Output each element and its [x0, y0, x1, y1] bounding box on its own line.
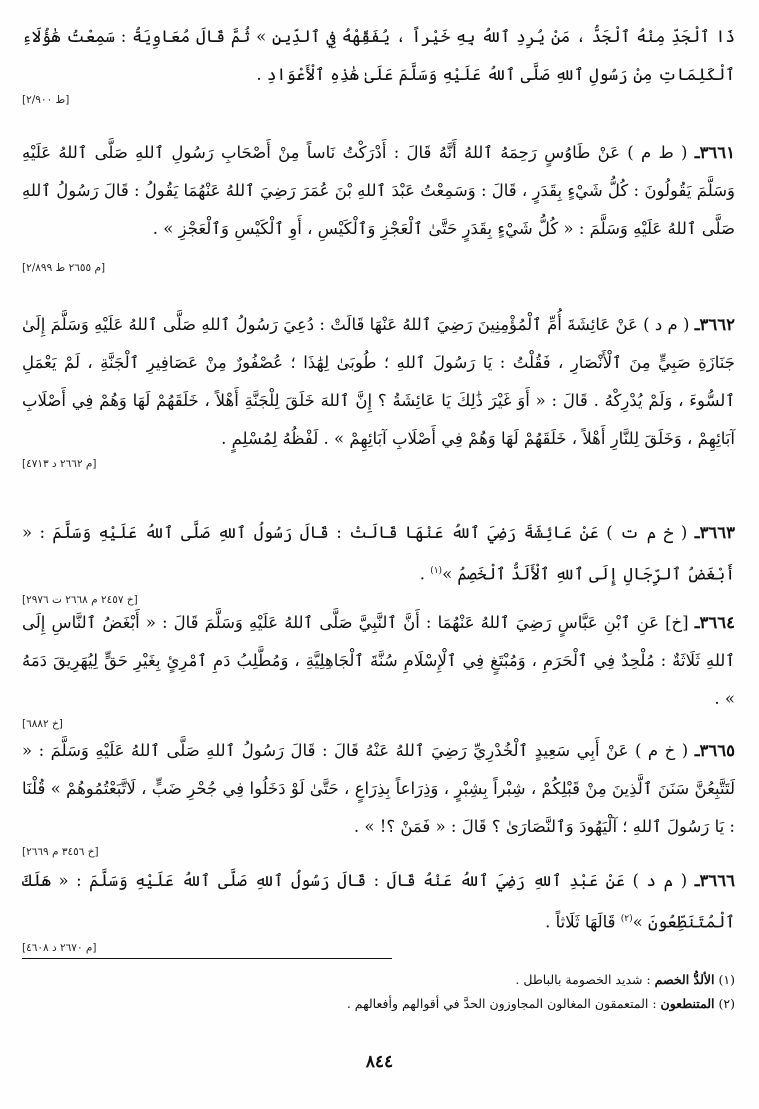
source-reference: [خ ٣٤٥٦ م ٢٦٦٩]	[22, 846, 99, 858]
footnote-marker: (٢)	[718, 996, 735, 1011]
hadith-number: ٣٦٦٤ـ	[694, 613, 735, 632]
hadith-text: ( خ م ت ) عَنْ عَائِشَةَ رَضِيَ ٱللهُ عَنْهَا قَالَتْ : قَالَ رَسُولُ ٱللهِ صَلَّى ٱللهُ عَلَيْهِ وَسَلَّمَ : « أَبْغَضُ ٱلرِّجَالِ إِلَى ٱللهِ ٱلْأَلَدُّ ٱلْخَصِمُ »	[22, 523, 735, 584]
footnote-divider	[22, 958, 392, 959]
source-reference: [خ ٦٨٨٢]	[22, 718, 63, 730]
source-reference: [م ٢٦٥٥ ط ٢/٨٩٩]	[22, 262, 106, 274]
hadith-3666	[22, 862, 735, 958]
hadith-number: ٣٦٦٢ـ	[694, 315, 735, 334]
source-reference: [خ ٢٤٥٧ م ٢٦٦٨ ت ٢٩٧٦]	[22, 593, 138, 606]
hadith-text: ( خ م ) عَنْ أَبِي سَعِيدٍ ٱلْخُدْرِيِّ رَضِيَ ٱللهُ عَنْهُ قَالَ : قَالَ رَسُولُ ٱللهِ صَلَّى ٱللهُ عَلَيْهِ وَسَلَّمَ : « لَتَتَّبِعُنَّ سَنَنَ ٱلَّذِينَ مِنْ قَبْلِكُمْ ، شِبْراً بِشِبْرٍ ، وَذِرَاعاً بِذِرَاعٍ ، حَتَّىٰ لَوْ دَخَلُوا فِي جُحْرِ ضَبٍّ ، لَاتَّبَعْتُمُوهُمْ » قُلْنَا : يَا رَسُولَ ٱللهِ ؛ آلْيَهُودَ وَٱلنَّصَارَىٰ ؟ قَالَ : « فَمَنْ ؟! » .	[22, 741, 735, 836]
footnote-marker: (٢)	[620, 914, 633, 924]
hadith-number: ٣٦٦١ـ	[694, 143, 736, 162]
source-reference: [ط ٢/٩٠٠]	[22, 94, 70, 106]
footnotes	[22, 968, 735, 1016]
hadith-text: ( ط م ) عَنْ طَاوُسٍ رَحِمَهُ ٱللهُ أَنَّهُ قَالَ : أَدْرَكْتُ نَاساً مِنْ أَصْحَابِ رَسُولِ ٱللهِ صَلَّى ٱللهُ عَلَيْهِ وَسَلَّمَ يَقُولُونَ : كُلُّ شَيْءٍ بِقَدَرٍ ، قَالَ : وَسَمِعْتُ عَبْدَ ٱللهِ بْنَ عُمَرَ رَضِيَ ٱللهُ عَنْهُمَا يَقُولُ : قَالَ رَسُولُ ٱللهِ صَلَّى ٱللهُ عَلَيْهِ وَسَلَّمَ : « كُلُّ شَيْءٍ بِقَدَرٍ حَتَّىٰ ٱلْعَجْزِ وَٱلْكَيْسِ ، أَوِ ٱلْكَيْسِ وَٱلْعَجْزِ » .	[22, 143, 735, 238]
para-0	[22, 18, 735, 110]
hadith-text-tail: .	[419, 564, 431, 584]
page-number: ٨٤٤	[365, 1052, 394, 1072]
hadith-text: [خ] عَنِ ٱبْنِ عَبَّاسٍ رَضِيَ ٱللهُ عَنْهُمَا : أَنَّ ٱلنَّبِيَّ صَلَّى ٱللهُ عَلَيْهِ وَسَلَّمَ قَالَ : « أَبْغَضُ ٱلنَّاسِ إِلَى ٱللهِ ثَلَاثَةٌ : مُلْحِدٌ فِي ٱلْحَرَمِ ، وَمُبْتَغٍ فِي ٱلْإِسْلَامِ سُنَّةَ ٱلْجَاهِلِيَّةِ ، وَمُطَّلِبُ دَمِ ٱمْرِئٍ بِغَيْرِ حَقٍّ لِيُهَرِيقَ دَمَهُ » .	[22, 613, 735, 708]
footnote-item	[22, 992, 735, 1016]
footnote-item	[22, 968, 735, 992]
source-reference: [م ٢٦٦٢ د ٤٧١٣]	[22, 458, 97, 470]
hadith-3661	[22, 134, 735, 278]
hadith-3664	[22, 604, 735, 734]
footnote-marker: (١)	[430, 566, 443, 576]
footnote-marker: (١)	[718, 972, 735, 987]
hadith-text: ( م د ) عَنْ عَبْدِ ٱللهِ رَضِيَ ٱللهُ عَنْهُ قَالَ : قَالَ رَسُولُ ٱللهِ صَلَّى ٱللهُ عَلَيْهِ وَسَلَّمَ : « هَلَكَ ٱلْمُتَنَطِّعُونَ »	[22, 871, 735, 932]
source-reference: [م ٢٦٧٠ د ٤٦٠٨]	[22, 941, 97, 954]
hadith-3662	[22, 306, 735, 474]
footnote-text: : المتعمقون المغالون المجاوزون الحدَّ في أقوالهم وأفعالهم .	[346, 996, 661, 1011]
hadith-3665	[22, 732, 735, 862]
hadith-text: ذَا ٱلْجَدِّ مِنْهُ ٱلْجَدُّ ، مَنْ يُرِدِ ٱللهُ بِهِ خَيْراً ، يُفَقِّهْهُ فِي ٱلدِّينِ » ثُمَّ قَالَ مُعَاوِيَةُ : سَمِعْتُ هَٰؤُلَاءِ ٱلْكَلِمَاتِ مِنْ رَسُولِ ٱللهِ صَلَّى ٱللهُ عَلَيْهِ وَسَلَّمَ عَلَىٰ هَٰذِهِ ٱلْأَعْوَادِ .	[22, 27, 735, 84]
hadith-number: ٣٦٦٣ـ	[694, 523, 736, 542]
footnote-term: الألدُّ الخصم	[654, 972, 715, 987]
footnote-text: : شديد الخصومة بالباطل .	[515, 972, 655, 987]
hadith-3663	[22, 514, 735, 610]
hadith-text-tail: قَالَهَا ثَلَاثاً .	[545, 912, 621, 932]
footnote-term: المتنطعون	[660, 996, 715, 1011]
hadith-text: ( م د ) عَنْ عَائِشَةَ أُمِّ ٱلْمُؤْمِنِينَ رَضِيَ ٱللهُ عَنْهَا قَالَتْ : دُعِيَ رَسُولُ ٱللهِ صَلَّى ٱللهُ عَلَيْهِ وَسَلَّمَ إِلَىٰ جَنَازَةِ صَبِيٍّ مِنَ ٱلْأَنْصَارِ ، فَقُلْتُ : يَا رَسُولَ ٱللهِ ؛ طُوبَىٰ لِهَٰذَا ؛ عُصْفُورٌ مِنْ عَصَافِيرِ ٱلْجَنَّةِ ، لَمْ يَعْمَلِ ٱلسُّوءَ ، وَلَمْ يُدْرِكْهُ . قَالَ : « أَوَ غَيْرَ ذَٰلِكَ يَا عَائِشَةُ ؟ إِنَّ ٱللهَ خَلَقَ لِلْجَنَّةِ أَهْلاً ، خَلَقَهُمْ لَهَا وَهُمْ فِي أَصْلَابِ آبَائِهِمْ ، وَخَلَقَ لِلنَّارِ أَهْلاً ، خَلَقَهُمْ لَهَا وَهُمْ فِي أَصْلَابِ آبَائِهِمْ » . لَفْظُهُ لِمُسْلِمٍ .	[22, 315, 735, 448]
hadith-number: ٣٦٦٥ـ	[694, 741, 735, 760]
hadith-number: ٣٦٦٦ـ	[694, 871, 735, 890]
